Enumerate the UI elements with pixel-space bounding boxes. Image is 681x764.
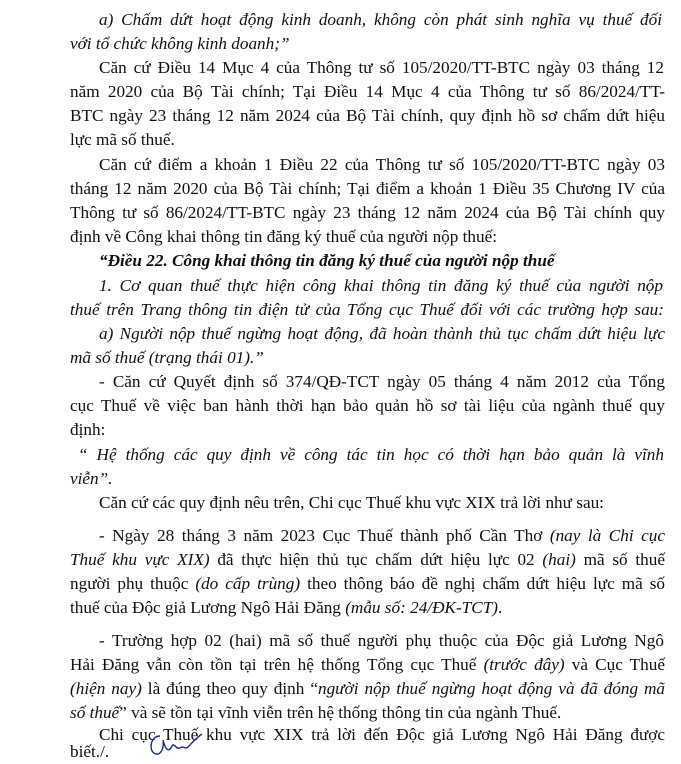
text-run: biết./. xyxy=(70,742,110,761)
text-run: thuế trên Trang thông tin điện tử của Tổng cục Thuế đối với các trường hợp sau: xyxy=(70,300,664,319)
text-run: lực mã số thuế. xyxy=(70,130,175,149)
text-run: người nộp thuế ngừng hoạt động và đã đóng mã xyxy=(317,679,666,698)
text-line xyxy=(78,443,664,467)
text-run: (hai) xyxy=(542,550,576,569)
text-run: người phụ thuộc xyxy=(70,574,196,593)
text-run: viễn”. xyxy=(70,469,113,488)
text-line xyxy=(70,740,110,764)
text-line xyxy=(99,629,664,653)
text-run: Thông tư số 86/2024/TT-BTC ngày 23 tháng 12 năm 2024 của Bộ Tài chính quy xyxy=(70,203,665,222)
text-run: với tổ chức không kinh doanh;” xyxy=(70,34,290,53)
text-line xyxy=(70,80,665,104)
text-run: Hải Đăng vẫn còn tồn tại trên hệ thống Tổng cục Thuế xyxy=(70,655,484,674)
text-line xyxy=(70,298,664,322)
text-run: . xyxy=(497,598,503,617)
text-line xyxy=(70,225,520,249)
text-run: là đúng theo quy định “ xyxy=(141,679,318,698)
text-run: - Ngày 28 tháng 3 năm 2023 Cục Thuế thành phố Cần Thơ xyxy=(99,526,550,545)
text-run: định về Công khai thông tin đăng ký thuế của người nộp thuế: xyxy=(70,227,498,246)
text-line xyxy=(70,346,294,370)
text-run: “ Hệ thống các quy định về công tác tin học có thời hạn bảo quản là vĩnh xyxy=(78,445,664,464)
text-run: a) Chấm dứt hoạt động kinh doanh, không còn phát sinh nghĩa vụ thuế đối xyxy=(99,10,662,29)
text-line xyxy=(99,8,662,32)
text-run: Căn cứ Điều 14 Mục 4 của Thông tư số 105/2020/TT-BTC ngày 03 tháng 12 xyxy=(99,58,664,77)
text-run: Căn cứ điểm a khoản 1 Điều 22 của Thông tư số 105/2020/TT-BTC ngày 03 xyxy=(99,155,665,174)
text-run: (mẫu số: 24/ĐK-TCT) xyxy=(345,598,498,617)
text-run: “Điều 22. Công khai thông tin đăng ký thuế của người nộp thuế xyxy=(99,251,555,270)
text-line xyxy=(70,572,665,596)
text-run: định: xyxy=(70,420,106,439)
text-line xyxy=(99,153,665,177)
text-run: Căn cứ các quy định nêu trên, Chi cục Thuế khu vực XIX trả lời như sau: xyxy=(99,493,604,512)
text-line xyxy=(70,596,503,620)
text-run: (nay là Chi cục xyxy=(549,526,665,545)
text-line xyxy=(99,370,665,394)
text-line xyxy=(99,524,665,548)
text-line xyxy=(99,322,665,346)
text-run: số thuế xyxy=(70,703,120,722)
text-line xyxy=(70,677,665,701)
text-run: a) Người nộp thuế ngừng hoạt động, đã hoàn thành thủ tục chấm dứt hiệu lực xyxy=(99,324,665,343)
text-run: (hiện nay) xyxy=(70,679,142,698)
text-run: - Trường hợp 02 (hai) mã số thuế người phụ thuộc của Độc giả Lương Ngô xyxy=(99,631,664,650)
text-line xyxy=(70,394,665,418)
text-line xyxy=(70,701,600,725)
text-run: theo thông báo đề nghị chấm dứt hiệu lực mã số xyxy=(300,574,665,593)
text-line xyxy=(70,32,290,56)
text-line xyxy=(70,418,108,442)
text-line xyxy=(99,491,651,515)
text-run: và Cục Thuế xyxy=(564,655,665,674)
text-run: mã số thuế xyxy=(575,550,665,569)
text-line xyxy=(70,548,665,572)
text-run: Chi cục Thuế khu vực XIX trả lời đến Độc giả Lương Ngô Hải Đăng được xyxy=(99,725,665,744)
text-run: Thuế khu vực XIX) xyxy=(70,550,210,569)
text-line xyxy=(70,128,175,152)
text-line xyxy=(70,177,665,201)
text-line xyxy=(99,56,664,80)
text-run: tháng 12 năm 2020 của Bộ Tài chính; Tại điểm a khoản 1 Điều 35 Chương IV của xyxy=(70,179,665,198)
text-run: ” và sẽ tồn tại vĩnh viễn trên hệ thống thông tin của ngành Thuế. xyxy=(119,703,562,722)
text-line xyxy=(70,104,665,128)
text-run: (trước đây) xyxy=(483,655,565,674)
text-line xyxy=(99,249,589,273)
text-run: BTC ngày 23 tháng 12 năm 2024 của Bộ Tài chính, quy định hồ sơ chấm dứt hiệu xyxy=(70,106,665,125)
text-run: thuế của Độc giả Lương Ngô Hải Đăng xyxy=(70,598,346,617)
text-run: 1. Cơ quan thuế thực hiện công khai thông tin đăng ký thuế của người nộp xyxy=(99,276,663,295)
text-run: năm 2020 của Bộ Tài chính; Tại Điều 14 Mục 4 của Thông tư số 86/2024/TT- xyxy=(70,82,665,101)
text-run: cục Thuế về việc ban hành thời hạn bảo quản hồ sơ tài liệu của ngành thuế quy xyxy=(70,396,665,415)
text-line xyxy=(70,653,665,677)
text-run: đã thực hiện thủ tục chấm dứt hiệu lực 02 xyxy=(209,550,543,569)
signature-initials xyxy=(146,730,206,760)
text-line xyxy=(99,274,663,298)
text-run: (do cấp trùng) xyxy=(195,574,301,593)
text-run: - Căn cứ Quyết định số 374/QĐ-TCT ngày 05 tháng 4 năm 2012 của Tổng xyxy=(99,372,665,391)
text-run: mã số thuế (trạng thái 01).” xyxy=(70,348,264,367)
text-line xyxy=(70,201,665,225)
text-line xyxy=(70,467,113,491)
